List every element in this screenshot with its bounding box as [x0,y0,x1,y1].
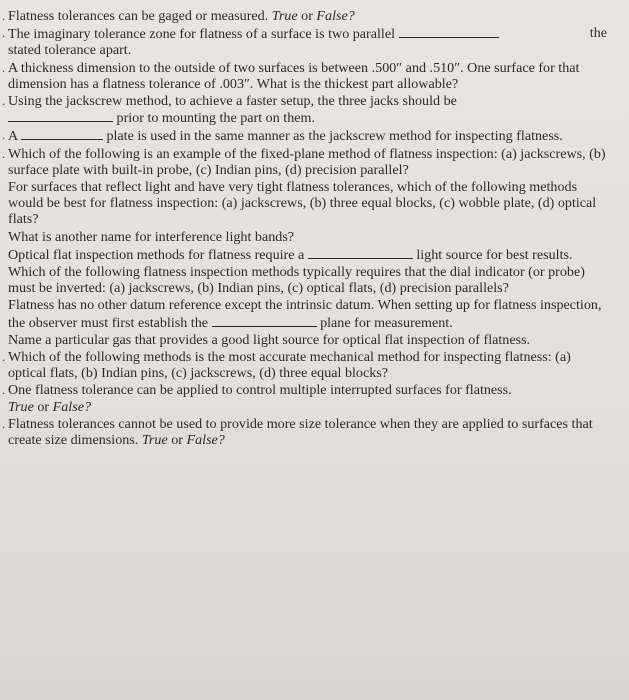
question-text-cont: light source for best results. [416,246,573,263]
question-marker: . [2,127,6,143]
question-marker: . [2,349,6,365]
question-text: What is another name for interference light bands? [8,228,295,245]
answer-blank[interactable] [8,109,113,122]
question-9 [8,246,607,263]
question-text-end: stated tolerance apart. [8,42,132,59]
question-12 [8,332,607,348]
question-marker: . [2,8,6,23]
false-option: False? [52,398,92,415]
question-marker: . [2,382,6,398]
question-text: Which of the following methods is the most accurate mechanical method for inspecting flatness: (a) optical flats, (b) Indian pins, (c) jackscrews, (d) three equal blocks? [8,349,571,382]
question-text-cont: the [589,25,607,42]
answer-blank[interactable] [399,25,499,38]
question-text: Flatness tolerances can be gaged or measured. [8,8,272,24]
question-7 [8,179,607,228]
question-4 [2,93,607,127]
answer-blank[interactable] [21,127,103,140]
question-marker: . [2,415,6,431]
question-10 [8,264,607,296]
question-text: Which of the following flatness inspection methods typically requires that the dial indicator (or probe) must be inverted: (a) jackscrews, (b) Indian pins, (c) optical flats, (d) precision parallels? [8,264,585,297]
question-text-cont: plane for measurement. [320,314,453,331]
answer-blank[interactable] [308,246,413,259]
connector-text: or [297,8,317,24]
question-text: Flatness has no other datum reference except the intrinsic datum. When setting up for flatness inspection, the observer must first establish the [8,297,602,331]
question-text-cont: plate is used in the same manner as the jackscrew method for inspecting flatness. [106,128,563,145]
question-marker: . [2,25,6,41]
question-text: Flatness tolerances cannot be used to provide more size tolerance when they are applied to surfaces that create size dimensions. [8,415,593,449]
false-option: False? [186,432,225,449]
question-marker: . [2,93,6,109]
true-option: True [271,8,298,24]
question-text: Optical flat inspection methods for flatness require a [8,246,305,263]
answer-blank[interactable] [212,314,317,327]
question-text: The imaginary tolerance zone for flatness of a surface is two parallel [8,26,396,43]
question-2 [2,25,607,59]
question-3 [2,59,607,92]
question-text: For surfaces that reflect light and have very tight flatness tolerances, which of the following methods would be best for flatness inspection: (a) jackscrews, (b) three equal blocks, (c) wobble plate, (d) optical flats? [8,179,597,228]
connector-text: or [33,398,53,415]
false-option: False? [316,8,355,24]
question-11 [8,297,607,330]
question-8 [8,229,607,245]
question-text: Using the jackscrew method, to achieve a faster setup, the three jacks should be [8,93,457,110]
question-1 [2,8,607,24]
question-text: Name a particular gas that provides a good light source for optical flat inspection of flatness. [8,331,531,348]
question-text: One flatness tolerance can be applied to control multiple interrupted surfaces for flatness. [8,382,512,399]
question-text: Which of the following is an example of the fixed-plane method of flatness inspection: (a) jackscrews, (b) surface plate with built-in probe, (c) Indian pins, (d) precision parallel? [8,145,606,178]
connector-text: or [167,432,187,449]
question-text: A [8,128,18,145]
question-5 [2,127,607,145]
question-text-cont: prior to mounting the part on them. [116,110,315,127]
question-15 [2,415,607,449]
question-14 [2,382,607,415]
true-option: True [8,398,34,415]
question-marker: . [2,145,6,161]
true-option: True [141,432,168,449]
question-text: A thickness dimension to the outside of two surfaces is between .500″ and .510″. One surface for that dimension has a flatness tolerance of .003″. What is the thickest part allowable? [8,59,580,92]
question-6 [2,145,607,178]
question-13 [2,349,607,382]
question-marker: . [2,59,6,75]
